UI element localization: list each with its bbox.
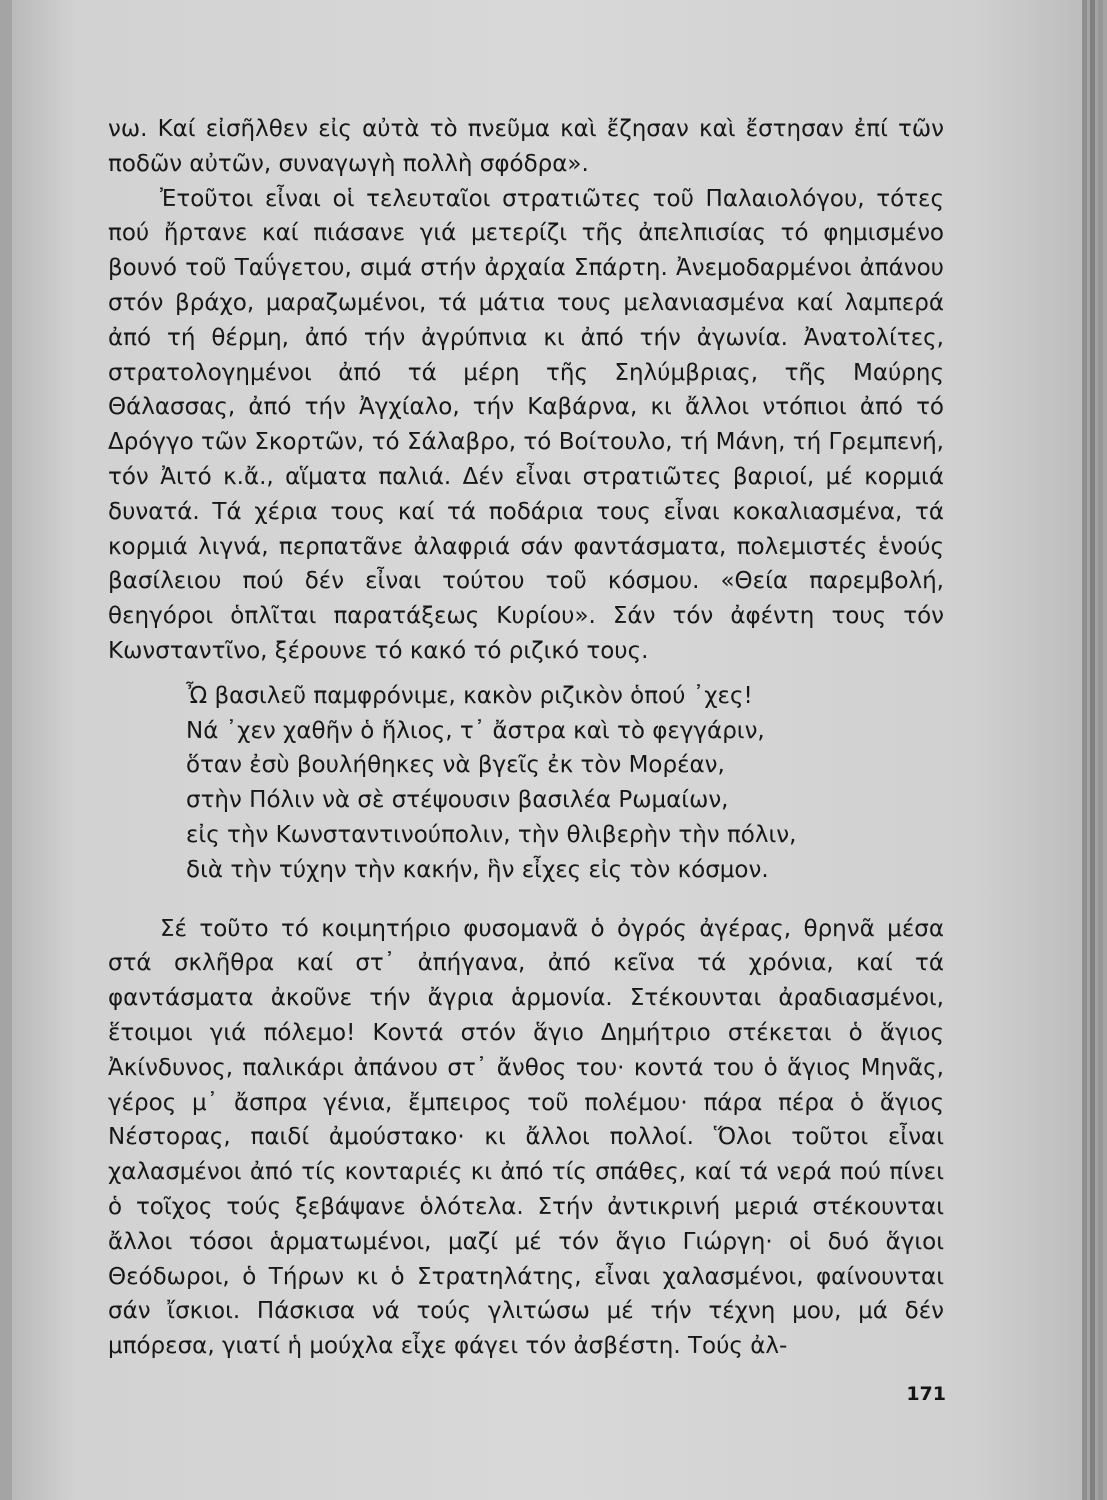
verse-line: διὰ τὴν τύχην τὴν κακήν, ἣν εἶχες εἰς τὸν κόσμον. xyxy=(186,856,769,883)
verse-line: στὴν Πόλιν νὰ σὲ στέψουσιν βασιλέα Ρωμαίων, xyxy=(186,787,729,814)
page-number: 171 xyxy=(906,1383,946,1405)
verse-line: Ὦ βασιλεῦ παμφρόνιμε, κακὸν ριζικὸν ὁπού ᾽χες! xyxy=(186,682,753,709)
page-edge xyxy=(1082,0,1087,1500)
verse-block xyxy=(108,679,944,888)
paragraph-cemetery: Σέ τοῦτο τό κοιμητήριο φυσομανᾶ ὁ ὀγρός ἀγέρας, θρηνᾶ μέσα στά σκλῆθρα καί στ᾽ ἀπήγανα, ἀπό κεῖνα τά χρόνια, καί τά φαντάσματα ἀκοῦνε τήν ἄγρια ἁρμονία. Στέκουνται ἀραδιασμένοι, ἕτοιμοι γιά πόλεμο! Κοντά στόν ἅγιο Δημήτριο στέκεται ὁ ἅγιος Ἀκίνδυνος, παλικάρι ἀπάνου στ᾽ ἄνθος του· κοντά του ὁ ἅγιος Μηνᾶς, γέρος μ᾽ ἄσπρα γένια, ἔμπειρος τοῦ πολέμου· πάρα πέρα ὁ ἅγιος Νέστορας, παιδί ἀμούστακο· κι ἄλλοι πολλοί. Ὅλοι τοῦτοι εἶναι χαλασμένοι ἀπό τίς κονταριές κι ἀπό τίς σπάθες, καί τά νερά πού πίνει ὁ τοῖχος τούς ξεβάψανε ὁλότελα. Στήν ἀντικρινή μεριά στέκουνται ἄλλοι τόσοι ἁρματωμένοι, μαζί μέ τόν ἅγιο Γιώργη· οἱ δυό ἅγιοι Θεόδωροι, ὁ Τήρων κι ὁ Στρατηλάτης, εἶναι χαλασμένοι, φαίνουνται σάν ἴσκιοι. Πάσκισα νά τούς γλιτώσω μέ τήν τέχνη μου, μά δέν μπόρεσα, γιατί ἡ μούχλα εἶχε φάγει τόν ἀσβέστη. Τούς ἀλ- xyxy=(108,915,944,1360)
verse-line: εἰς τὴν Κωνσταντινούπολιν, τὴν θλιβερὴν τὴν πόλιν, xyxy=(186,821,797,848)
verse-line: Νά ᾽χεν χαθῆν ὁ ἥλιος, τ᾽ ἄστρα καὶ τὸ φεγγάριν, xyxy=(186,717,765,744)
paragraph-soldiers: Ἐτοῦτοι εἶναι οἱ τελευταῖοι στρατιῶτες τοῦ Παλαιολόγου, τότες πού ἤρτανε καί πιάσανε γιά μετερίζι τῆς ἀπελπισίας τό φημισμένο βουνό τοῦ Ταΰγετου, σιμά στήν ἀρχαία Σπάρτη. Ἀνεμοδαρμένοι ἀπάνου στόν βράχο, μαραζωμένοι, τά μάτια τους μελανιασμένα καί λαμπερά ἀπό τή θέρμη, ἀπό τήν ἀγρύπνια κι ἀπό τήν ἀγωνία. Ἀνατολίτες, στρατολογημένοι ἀπό τά μέρη τῆς Σηλύμβριας, τῆς Μαύρης Θάλασσας, ἀπό τήν Ἀγχίαλο, τήν Καβάρνα, κι ἄλλοι ντόπιοι ἀπό τό Δρόγγο τῶν Σκορτῶν, τό Σάλαβρο, τό Βοίτουλο, τή Μάνη, τή Γρεμπενή, τόν Ἀιτό κ.ἄ., αἵματα παλιά. Δέν εἶναι στρατιῶτες βαριοί, μέ κορμιά δυνατά. Τά χέρια τους καί τά ποδάρια τους εἶναι κοκαλιασμένα, τά κορμιά λιγνά, περπατᾶνε ἀλαφριά σάν φαντάσματα, πολεμιστές ἑνούς βασίλειου πού δέν εἶναι τούτου τοῦ κόσμου. «Θεία παρεμβολή, θεηγόροι ὁπλῖται παρατάξεως Κυρίου». Σάν τόν ἀφέντη τους τόν Κωνσταντῖνο, ξέρουνε τό κακό τό ριζικό τους. xyxy=(108,185,944,664)
verse-line: ὅταν ἐσὺ βουλήθηκες νὰ βγεῖς ἐκ τὸν Μορέαν, xyxy=(186,752,725,779)
page-edge xyxy=(1098,0,1103,1500)
page-edge xyxy=(1090,0,1095,1500)
page-body xyxy=(108,112,944,1364)
paragraph-continuation: νω. Καί εἰσῆλθεν εἰς αὐτὰ τὸ πνεῦμα καὶ ἔζησαν καὶ ἔστησαν ἐπί τῶν ποδῶν αὐτῶν, συναγωγὴ πολλὴ σφόδρα». xyxy=(108,116,944,177)
